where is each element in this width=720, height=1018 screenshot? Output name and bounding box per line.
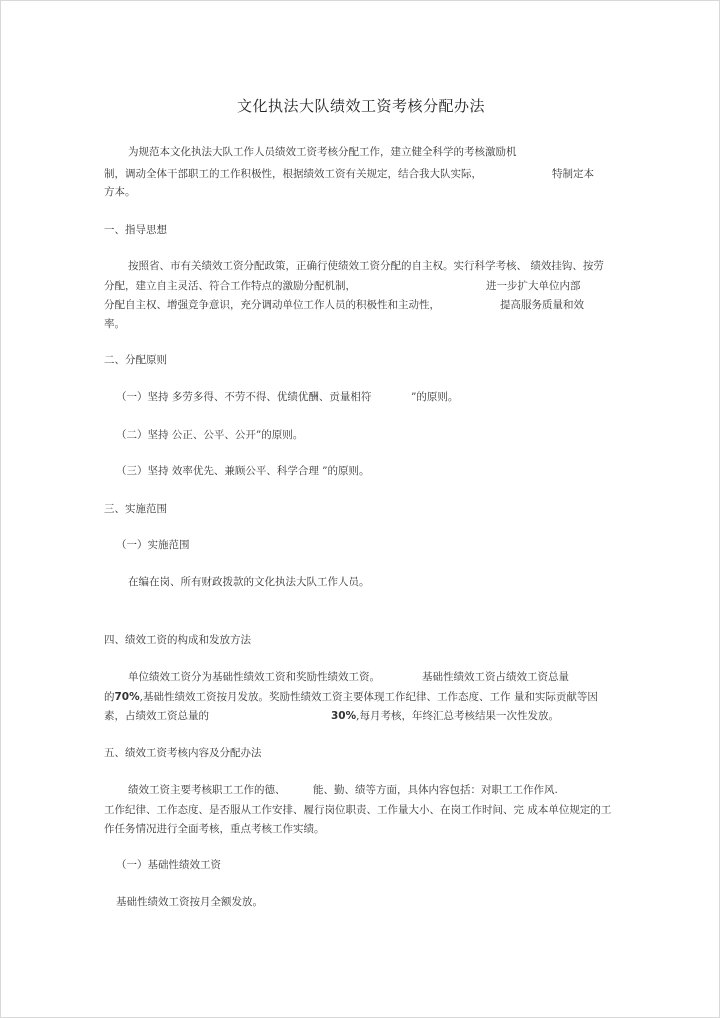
section-5-line-1b: 能、勤、绩等方面，具体内容包括：对职工工作作风. bbox=[313, 784, 558, 796]
principle-3: （三）坚持 效率优先、兼顾公平、科学合理 ”的原则。 bbox=[116, 465, 370, 477]
intro-line-1: 为规范本文化执法大队工作人员绩效工资考核分配工作，建立健全科学的考核激励机 bbox=[128, 146, 517, 158]
section-4-line-2 bbox=[104, 690, 598, 704]
section-5-line-2: 工作纪律、工作态度、是否服从工作安排、履行岗位职责、工作量大小、在岗工作时间、完 成本单位规定的工 bbox=[104, 804, 612, 816]
principle-1b: ”的原则。 bbox=[411, 391, 459, 403]
section-1-line-3b: 提高服务质量和效 bbox=[500, 299, 584, 311]
section-1-line-2a: 分配，建立自主灵活、符合工作特点的激励分配机制， bbox=[104, 280, 356, 292]
section-4-line-1b: 基础性绩效工资占绩效工资总量 bbox=[422, 671, 569, 683]
section-1-heading: 一、指导思想 bbox=[104, 224, 167, 236]
base-pay-percent: 70% bbox=[114, 691, 140, 703]
section-1-line-3a: 分配自主权、增强竞争意识，充分调动单位工作人员的积极性和主动性， bbox=[104, 299, 440, 311]
section-4-line-3b-text: ,每月考核，年终汇总考核结果一次性发放。 bbox=[356, 710, 559, 722]
intro-line-3: 方本。 bbox=[104, 186, 136, 198]
section-4-heading: 四、绩效工资的构成和发放方法 bbox=[104, 634, 251, 646]
principle-1a: （一）坚持 多劳多得、不劳不得、优绩优酬、贡量相符 bbox=[116, 391, 372, 403]
bonus-pay-percent: 30% bbox=[331, 710, 357, 722]
section-2-heading: 二、分配原则 bbox=[104, 354, 167, 366]
section-4-line-2a: 的 bbox=[104, 691, 115, 703]
intro-line-2a: 制，调动全体干部职工的工作积极性，根据绩效工资有关规定，结合我大队实际， bbox=[104, 168, 482, 180]
section-1-line-4: 率。 bbox=[104, 318, 125, 330]
intro-line-2b: 特制定本 bbox=[552, 168, 594, 180]
section-3-body: 在编在岗、所有财政拨款的文化执法大队工作人员。 bbox=[128, 576, 370, 588]
document-title: 文化执法大队绩效工资考核分配办法 bbox=[236, 97, 485, 115]
section-4-line-3b bbox=[331, 709, 559, 723]
section-4-line-1a: 单位绩效工资分为基础性绩效工资和奖励性绩效工资。 bbox=[128, 671, 380, 683]
section-1-line-1: 按照省、市有关绩效工资分配政策，正确行使绩效工资分配的自主权。实行科学考核、 绩效挂钩、按劳 bbox=[128, 260, 604, 272]
section-4-line-3a: 素，占绩效工资总量的 bbox=[104, 710, 209, 722]
principle-2: （二）坚持 公正、公平、公开”的原则。 bbox=[116, 429, 304, 441]
section-5-body: 基础性绩效工资按月全额发放。 bbox=[116, 896, 263, 908]
section-5-subheading: （一）基础性绩效工资 bbox=[116, 859, 221, 871]
section-3-heading: 三、实施范围 bbox=[104, 503, 167, 515]
section-5-line-1a: 绩效工资主要考核职工工作的德、 bbox=[128, 784, 286, 796]
section-5-heading: 五、绩效工资考核内容及分配办法 bbox=[104, 747, 262, 759]
section-4-line-2b: ,基础性绩效工资按月发放。奖励性绩效工资主要体现工作纪律、工作态度、工作 量和实际贡献等因 bbox=[139, 691, 598, 703]
section-5-line-3: 作任务情况进行全面考核，重点考核工作实绩。 bbox=[104, 823, 325, 835]
section-3-subheading: （一）实施范围 bbox=[116, 539, 190, 551]
section-1-line-2b: 进一步扩大单位内部 bbox=[486, 280, 581, 292]
